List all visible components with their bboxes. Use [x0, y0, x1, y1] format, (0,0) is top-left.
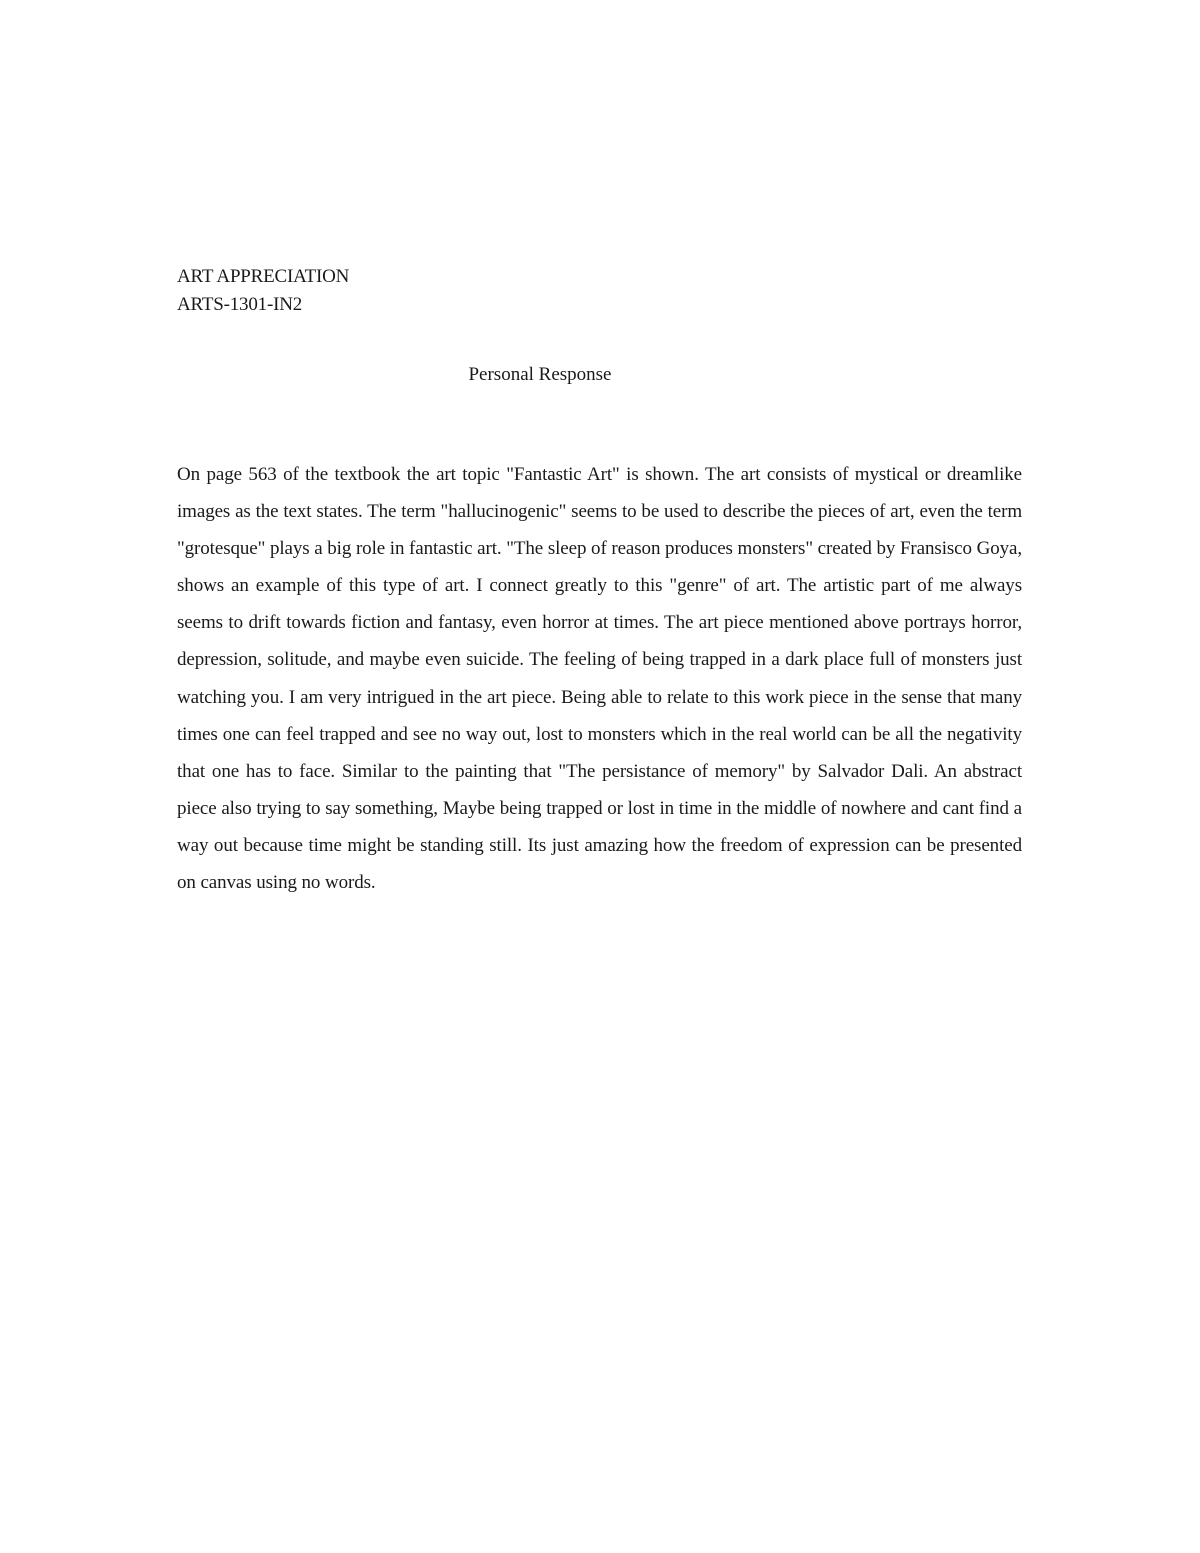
document-header: [177, 263, 349, 319]
course-code: ARTS-1301-IN2: [177, 294, 303, 315]
course-title: ART APPRECIATION: [177, 266, 350, 287]
document-title: Personal Response: [468, 364, 612, 385]
body-paragraph: On page 563 of the textbook the art topic "Fantastic Art" is shown. The art consists of mystical or dreamlike images as the text states. The term "hallucinogenic" seems to be used to describe the pieces of art, even the term "grotesque" plays a big role in fantastic art. "The sleep of reason produces monsters" created by Fransisco Goya, shows an example of this type of art. I connect greatly to this "genre" of art. The artistic part of me always seems to drift towards fiction and fantasy, even horror at times. The art piece mentioned above portrays horror, depression, solitude, and maybe even suicide. The feeling of being trapped in a dark place full of monsters just watching you. I am very intrigued in the art piece. Being able to relate to this work piece in the sense that many times one can feel trapped and see no way out, lost to monsters which in the real world can be all the negativity that one has to face. Similar to the painting that "The persistance of memory" by Salvador Dali. An abstract piece also trying to say something, Maybe being trapped or lost in time in the middle of nowhere and cant find a way out because time might be standing still. Its just amazing how the freedom of expression can be presented on canvas using no words.: [177, 464, 1022, 894]
